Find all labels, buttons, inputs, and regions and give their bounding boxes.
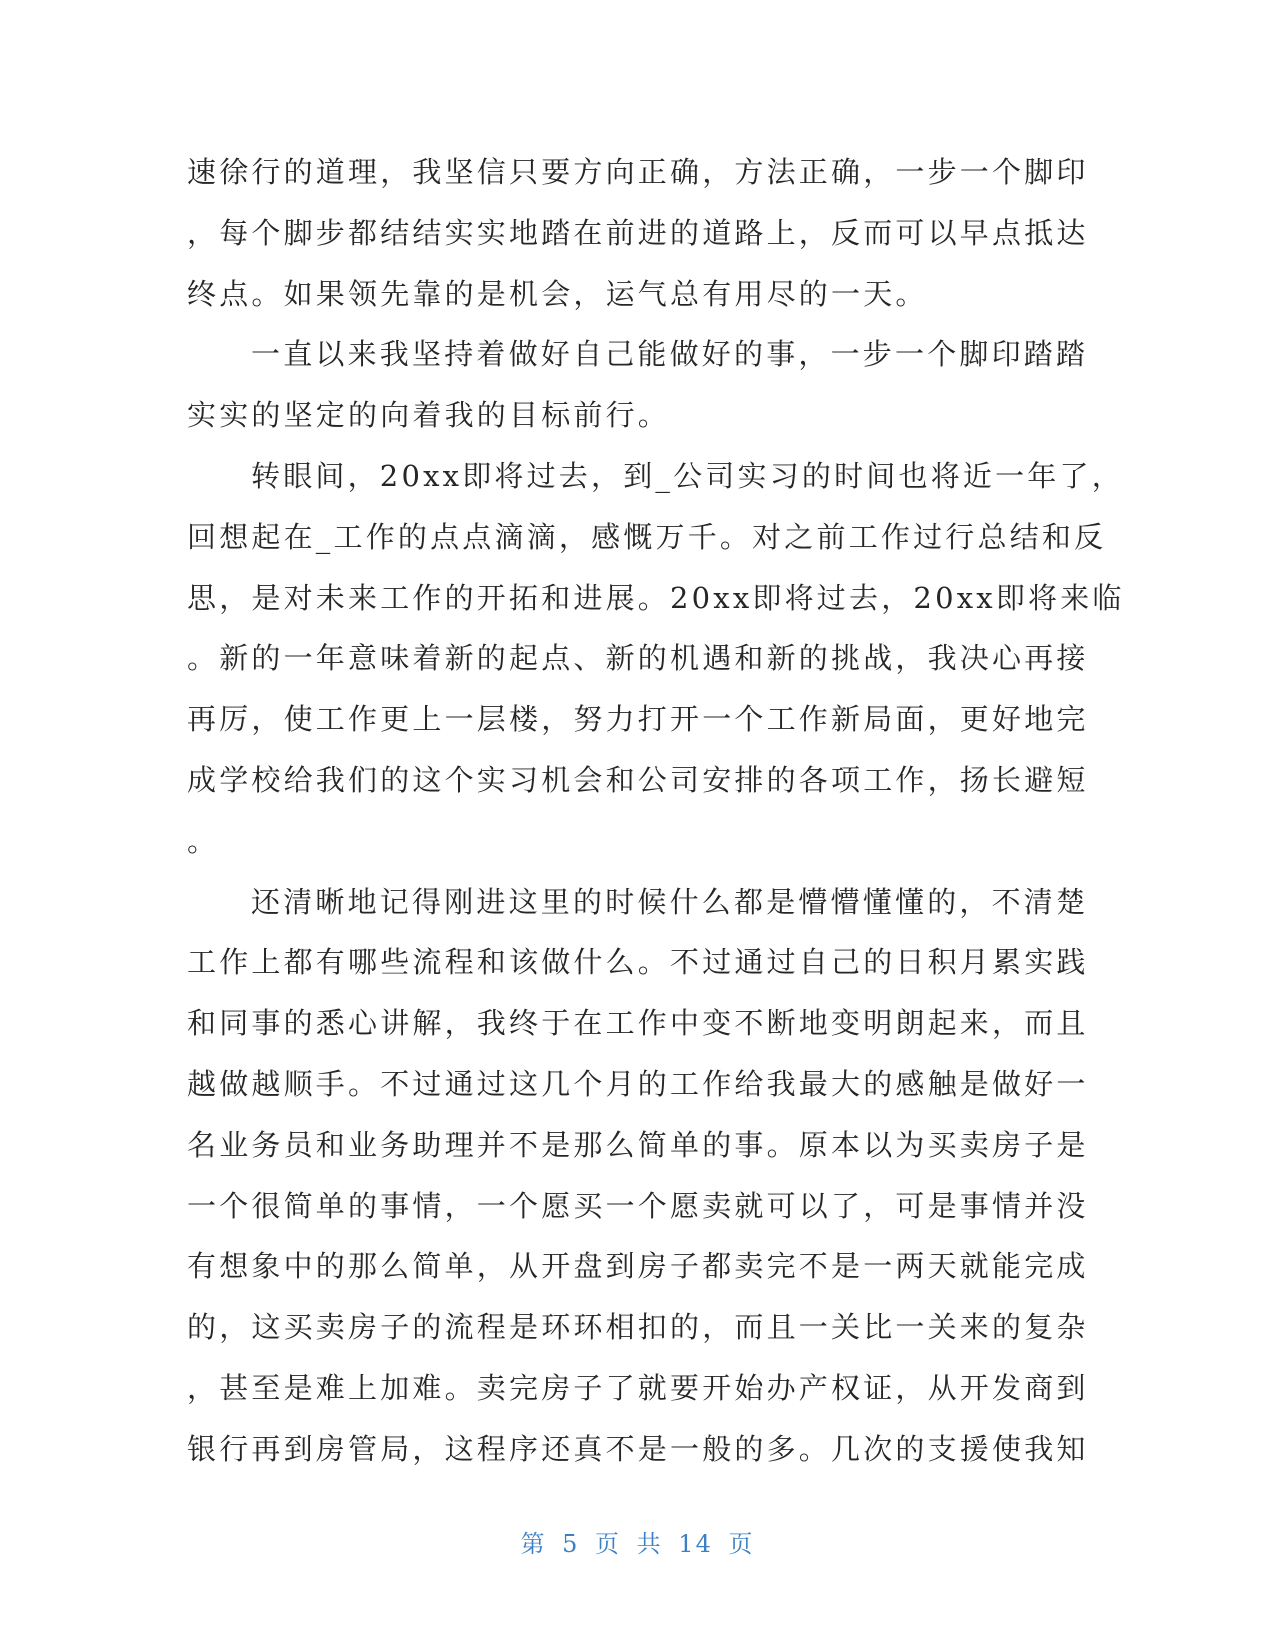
- text-line: 。新的一年意味着新的起点、新的机遇和新的挑战，我决心再接: [187, 641, 1089, 676]
- text-line: ，每个脚步都结结实实地踏在前进的道路上，反而可以早点抵达: [187, 215, 1089, 250]
- text-line: 思，是对未来工作的开拓和进展。20xx即将过去，20xx即将来临: [187, 580, 1125, 615]
- text-line: 回想起在_工作的点点滴滴，感慨万千。对之前工作过行总结和反: [187, 519, 1107, 554]
- text-line: 还清晰地记得刚进这里的时候什么都是懵懵懂懂的，不清楚: [251, 884, 1089, 919]
- text-line: 工作上都有哪些流程和该做什么。不过通过自己的日积月累实践: [187, 945, 1089, 980]
- text-line: 成学校给我们的这个实习机会和公司安排的各项工作，扬长避短: [187, 762, 1089, 797]
- text-line: 有想象中的那么简单，从开盘到房子都卖完不是一两天就能完成: [187, 1249, 1089, 1284]
- page-number-footer: 第 5 页 共 14 页: [520, 1530, 755, 1558]
- text-line: 再厉，使工作更上一层楼，努力打开一个工作新局面，更好地完: [187, 702, 1089, 737]
- text-line: 终点。如果领先靠的是机会，运气总有用尽的一天。: [187, 276, 928, 311]
- text-line: 速徐行的道理，我坚信只要方向正确，方法正确，一步一个脚印: [187, 155, 1089, 189]
- text-line: 和同事的悉心讲解，我终于在工作中变不断地变明朗起来，而且: [187, 1006, 1089, 1041]
- body-text: [187, 142, 1125, 1480]
- text-line: 银行再到房管局，这程序还真不是一般的多。几次的支援使我知: [187, 1431, 1089, 1466]
- text-line: 转眼间，20xx即将过去，到_公司实习的时间也将近一年了，: [251, 458, 1124, 493]
- text-line: ，甚至是难上加难。卖完房子了就要开始办产权证，从开发商到: [187, 1370, 1089, 1405]
- text-line: 名业务员和业务助理并不是那么简单的事。原本以为买卖房子是: [187, 1127, 1089, 1162]
- text-line: 。: [187, 823, 220, 858]
- text-line: 的，这买卖房子的流程是环环相扣的，而且一关比一关来的复杂: [187, 1310, 1089, 1345]
- text-line: 一个很简单的事情，一个愿买一个愿卖就可以了，可是事情并没: [187, 1188, 1089, 1223]
- text-line: 实实的坚定的向着我的目标前行。: [187, 398, 671, 433]
- text-line: 越做越顺手。不过通过这几个月的工作给我最大的感触是做好一: [187, 1066, 1089, 1101]
- text-line: 一直以来我坚持着做好自己能做好的事，一步一个脚印踏踏: [251, 337, 1089, 372]
